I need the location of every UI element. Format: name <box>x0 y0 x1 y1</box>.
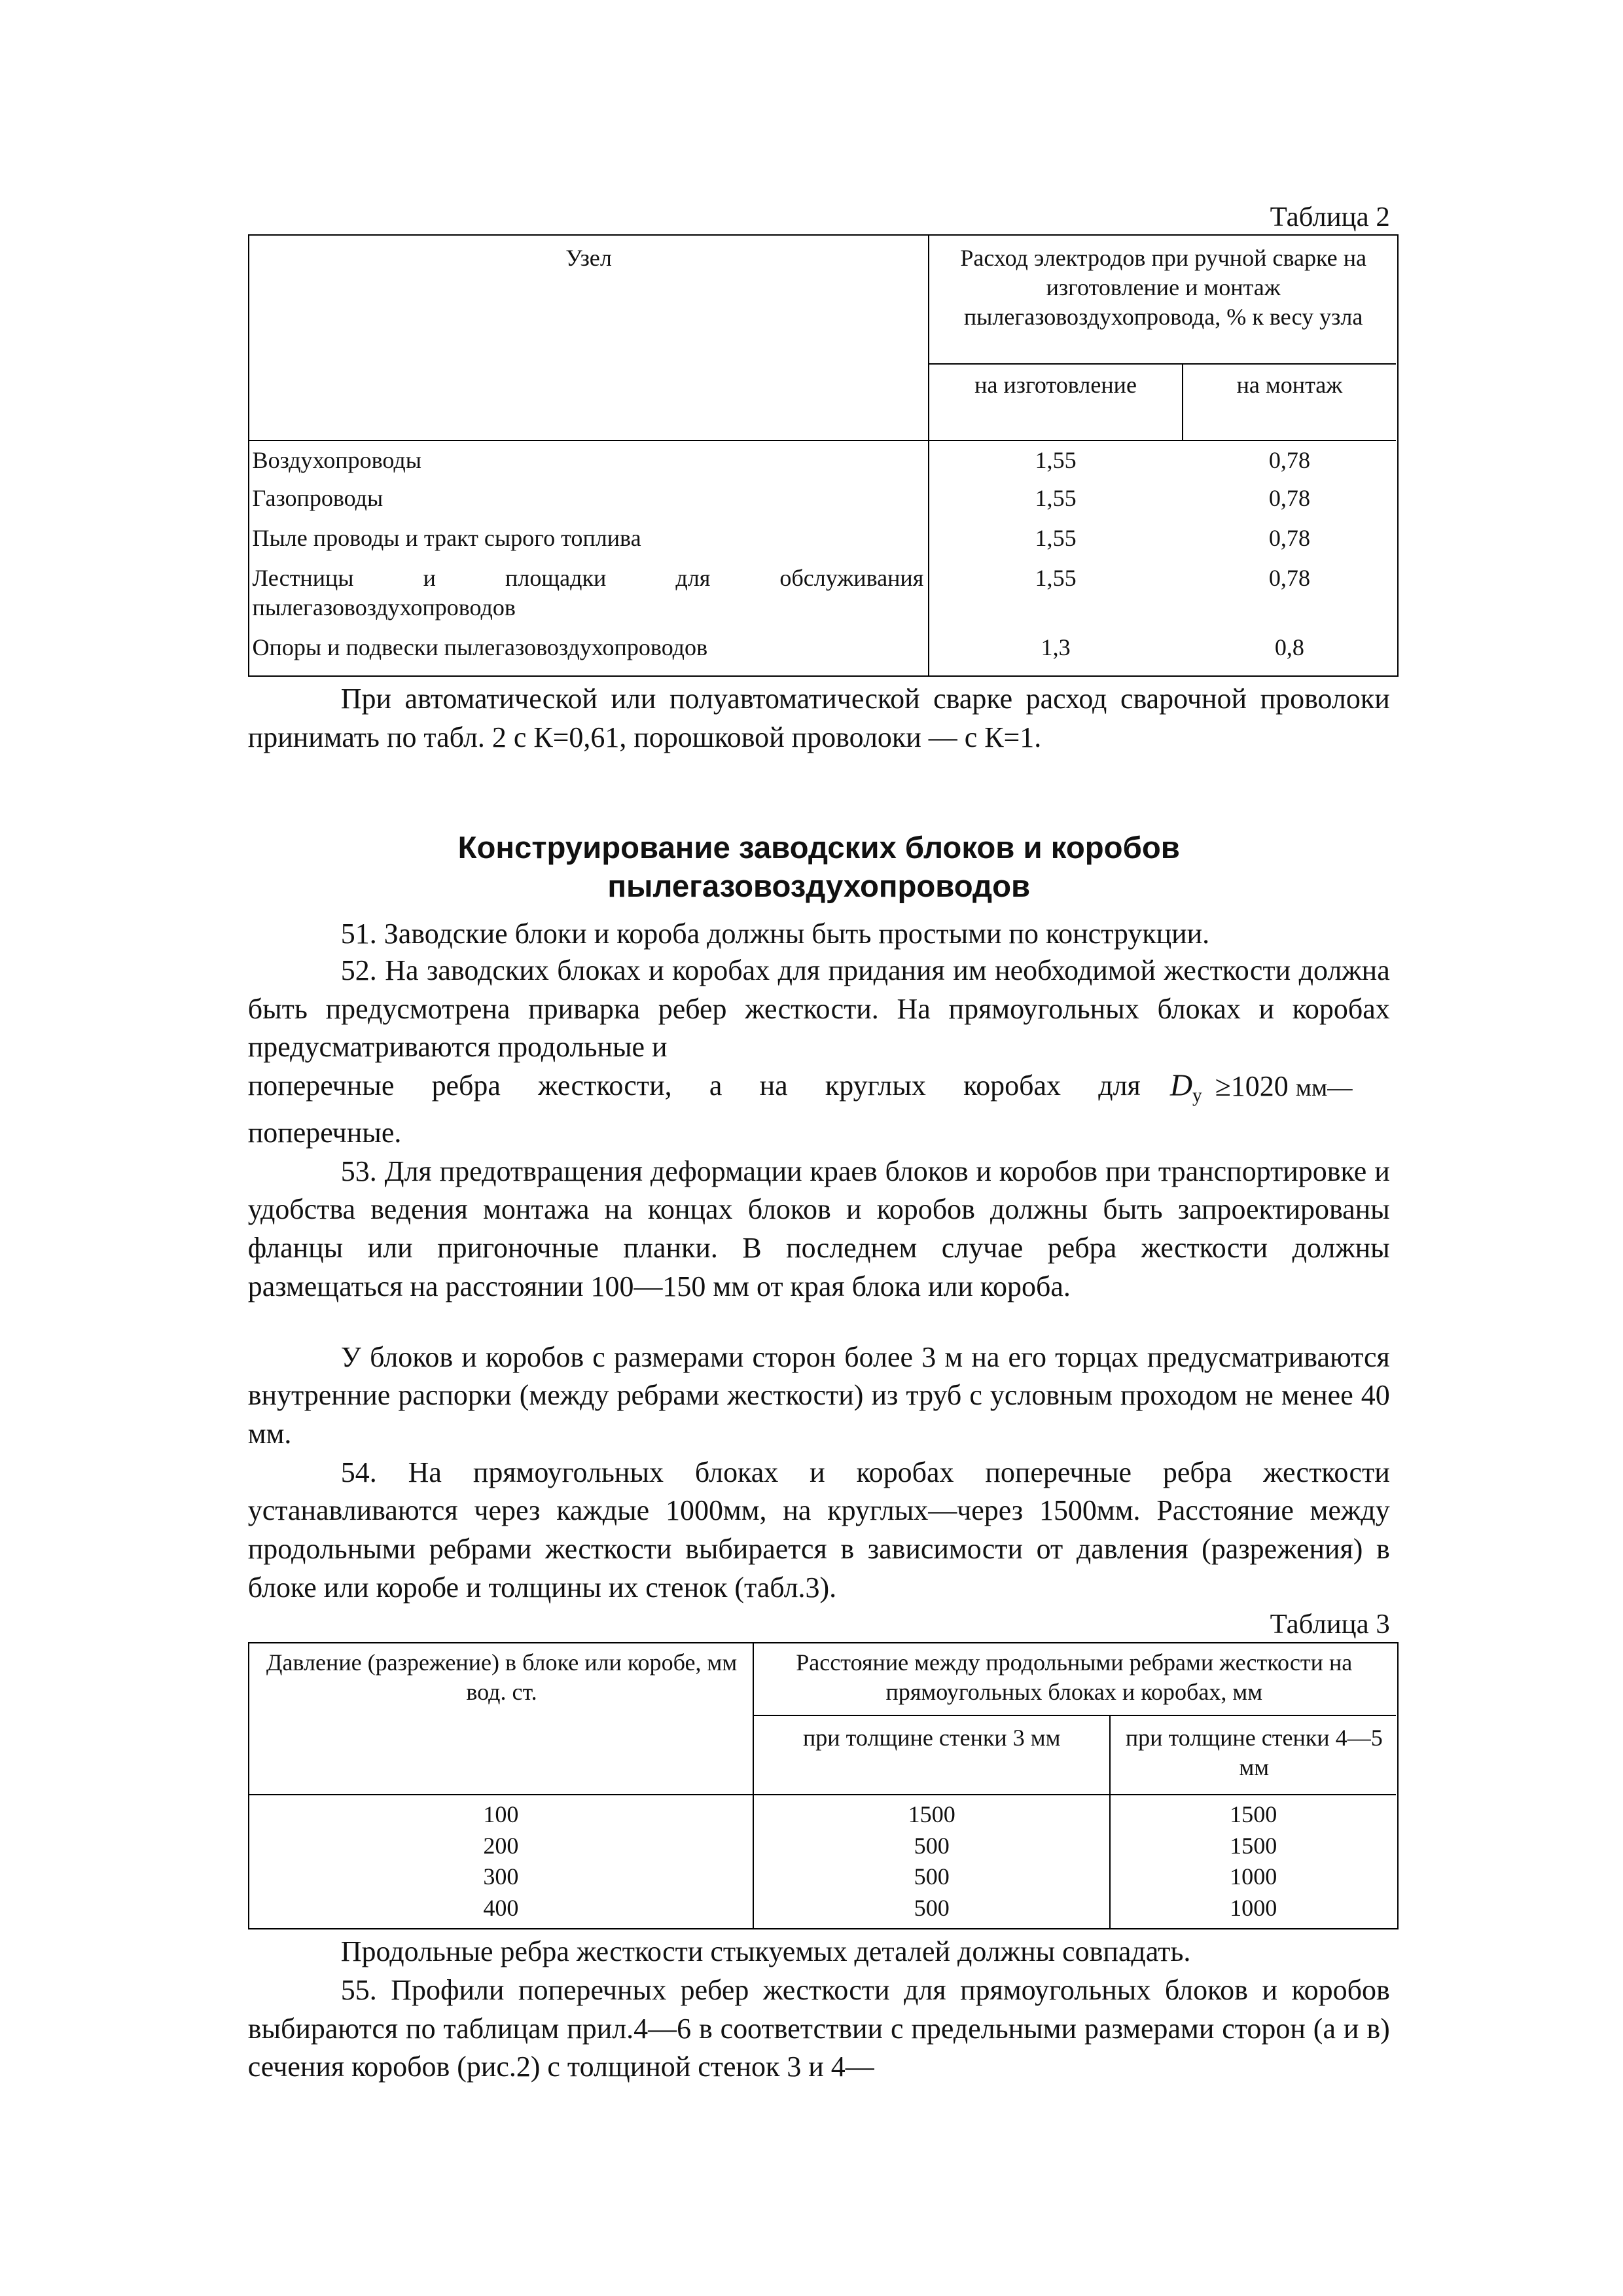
table2-row-mounting: 0,78 <box>1268 446 1310 473</box>
table3-row-3mm: 1500 <box>908 1801 955 1828</box>
formula-unit: мм— <box>1295 1074 1353 1102</box>
table3-row-4-5mm: 1000 <box>1230 1894 1277 1921</box>
table3-caption: Таблица 3 <box>1270 1609 1390 1640</box>
section-heading-line2: пылегазовоздухопроводов <box>607 869 1031 904</box>
table2-divider <box>248 440 1396 441</box>
table3-row-pressure: 200 <box>483 1832 519 1859</box>
table2-row-name: Лестницы и площадки для обслуживания <box>252 565 924 592</box>
table2-subheader-mounting: на монтаж <box>1236 371 1343 398</box>
table2-row-manufacture: 1,3 <box>1041 634 1071 661</box>
note-paragraph: При автоматической или полуавтоматической сварке расход сварочной проволоки принимать по табл. 2 с К=0,61, порошковой проволоки — с К=1. <box>247 683 1390 753</box>
table3-row-pressure: 100 <box>483 1801 519 1828</box>
table2-row-mounting: 0,8 <box>1274 634 1304 661</box>
table2-header-node: Узел <box>565 244 612 271</box>
table2-subheader-manufacture: на изготовление <box>974 371 1137 398</box>
paragraph-53-continued: У блоков и коробов с размерами сторон более 3 м на его торцах предусматриваются внутренние распорки (между ребрами жесткости) из труб с условным проходом не менее 40 мм. <box>247 1340 1390 1450</box>
table3-divider <box>248 1794 1396 1795</box>
table2-row-mounting: 0,78 <box>1268 485 1310 512</box>
table2-row-name: Газопроводы <box>252 485 383 512</box>
paragraph-55: 55. Профили поперечных ребер жесткости для прямоугольных блоков и коробов выбираются по таблицам прил.4—6 в соответствии с предельными размерами сторон (а и в) сечения коробов (рис.2) с толщиной стенок 3 и 4— <box>247 1974 1390 2083</box>
paragraph-52: 52. На заводских блоках и коробах для придания им необходимой жесткости должна быть предусмотрена приварка ребер жесткости. На прямоугольных блоках и коробах предусматриваются продольные и <box>247 954 1390 1064</box>
paragraph-52-end: поперечные. <box>247 1117 402 1149</box>
table3-header-pressure: Давление (разрежение) в блоке или коробе, мм вод. ст. <box>266 1649 738 1706</box>
paragraph-51: 51. Заводские блоки и короба должны быть простыми по конструкции. <box>340 917 1210 950</box>
table3-row-4-5mm: 1500 <box>1230 1801 1277 1828</box>
table2-row-name: Пыле проводы и тракт сырого топлива <box>252 525 641 552</box>
table3-row-3mm: 500 <box>914 1863 950 1890</box>
table3-row-3mm: 500 <box>914 1894 950 1921</box>
table3-header-distance: Расстояние между продольными ребрами жесткости на прямоугольных блоках и коробах, мм <box>796 1649 1353 1706</box>
table2-caption: Таблица 2 <box>1270 201 1390 232</box>
table2-divider <box>1182 363 1183 441</box>
table2-row-name: Опоры и подвески пылегазовоздухопроводов <box>252 634 708 661</box>
table3-subheader-4-5mm: при толщине стенки 4—5 мм <box>1125 1725 1383 1781</box>
paragraph-after-table3: Продольные ребра жесткости стыкуемых деталей должны совпадать. <box>340 1935 1191 1968</box>
table3-row-4-5mm: 1500 <box>1230 1832 1277 1859</box>
table2-row-manufacture: 1,55 <box>1035 525 1077 552</box>
formula-variable: D <box>1169 1069 1192 1103</box>
table2-row-manufacture: 1,55 <box>1035 485 1077 512</box>
formula-diameter <box>1170 1067 1353 1115</box>
formula-relation: ≥ <box>1215 1070 1231 1102</box>
formula-value: 1020 <box>1230 1070 1289 1102</box>
table2-row-manufacture: 1,55 <box>1035 565 1077 592</box>
formula-subscript: у <box>1192 1085 1202 1107</box>
section-heading <box>248 829 1390 906</box>
section-heading-line1: Конструирование заводских блоков и коробов <box>457 831 1180 866</box>
table3-divider <box>753 1642 754 1928</box>
table3-row-pressure: 400 <box>483 1894 519 1921</box>
paragraph-54: 54. На прямоугольных блоках и коробах поперечные ребра жесткости устанавливаются через каждые 1000мм, на круглых—через 1500мм. Расстояние между продольными ребрами жесткости выбирается в зависимости от давления (разрежения) в блоке или коробе и толщины их стенок (табл.3). <box>247 1456 1390 1604</box>
table3-divider <box>1109 1715 1111 1929</box>
paragraph-53: 53. Для предотвращения деформации краев блоков и коробов при транспортировке и удобства ведения монтажа на концах блоков и коробов должны быть запроектированы фланцы или пригоночные планки. В последнем случае ребра жесткости должны размещаться на расстоянии 100—150 мм от края блока или короба. <box>247 1155 1390 1302</box>
paragraph-52-text: поперечные ребра жесткости, а на круглых коробах для <box>247 1069 1141 1102</box>
paragraph-52-formula-line <box>248 1067 1390 1108</box>
table2-row-mounting: 0,78 <box>1268 565 1310 592</box>
table3-subheader-3mm: при толщине стенки 3 мм <box>802 1725 1061 1751</box>
table2-row-mounting: 0,78 <box>1268 525 1310 552</box>
table3-row-pressure: 300 <box>483 1863 519 1890</box>
table2-header-consumption: Расход электродов при ручной сварке на изготовление и монтаж пылегазовоздухопровода, % к весу узла <box>960 244 1366 331</box>
table3-row-3mm: 500 <box>914 1832 950 1859</box>
table2-row-name: Воздухопроводы <box>252 446 421 473</box>
table2-divider <box>928 363 1396 365</box>
table3-divider <box>753 1715 1396 1716</box>
table2-divider <box>928 234 929 675</box>
table3-row-4-5mm: 1000 <box>1230 1863 1277 1890</box>
table2-row-manufacture: 1,55 <box>1035 446 1077 473</box>
table2-row-name: пылегазовоздухопроводов <box>252 594 516 621</box>
